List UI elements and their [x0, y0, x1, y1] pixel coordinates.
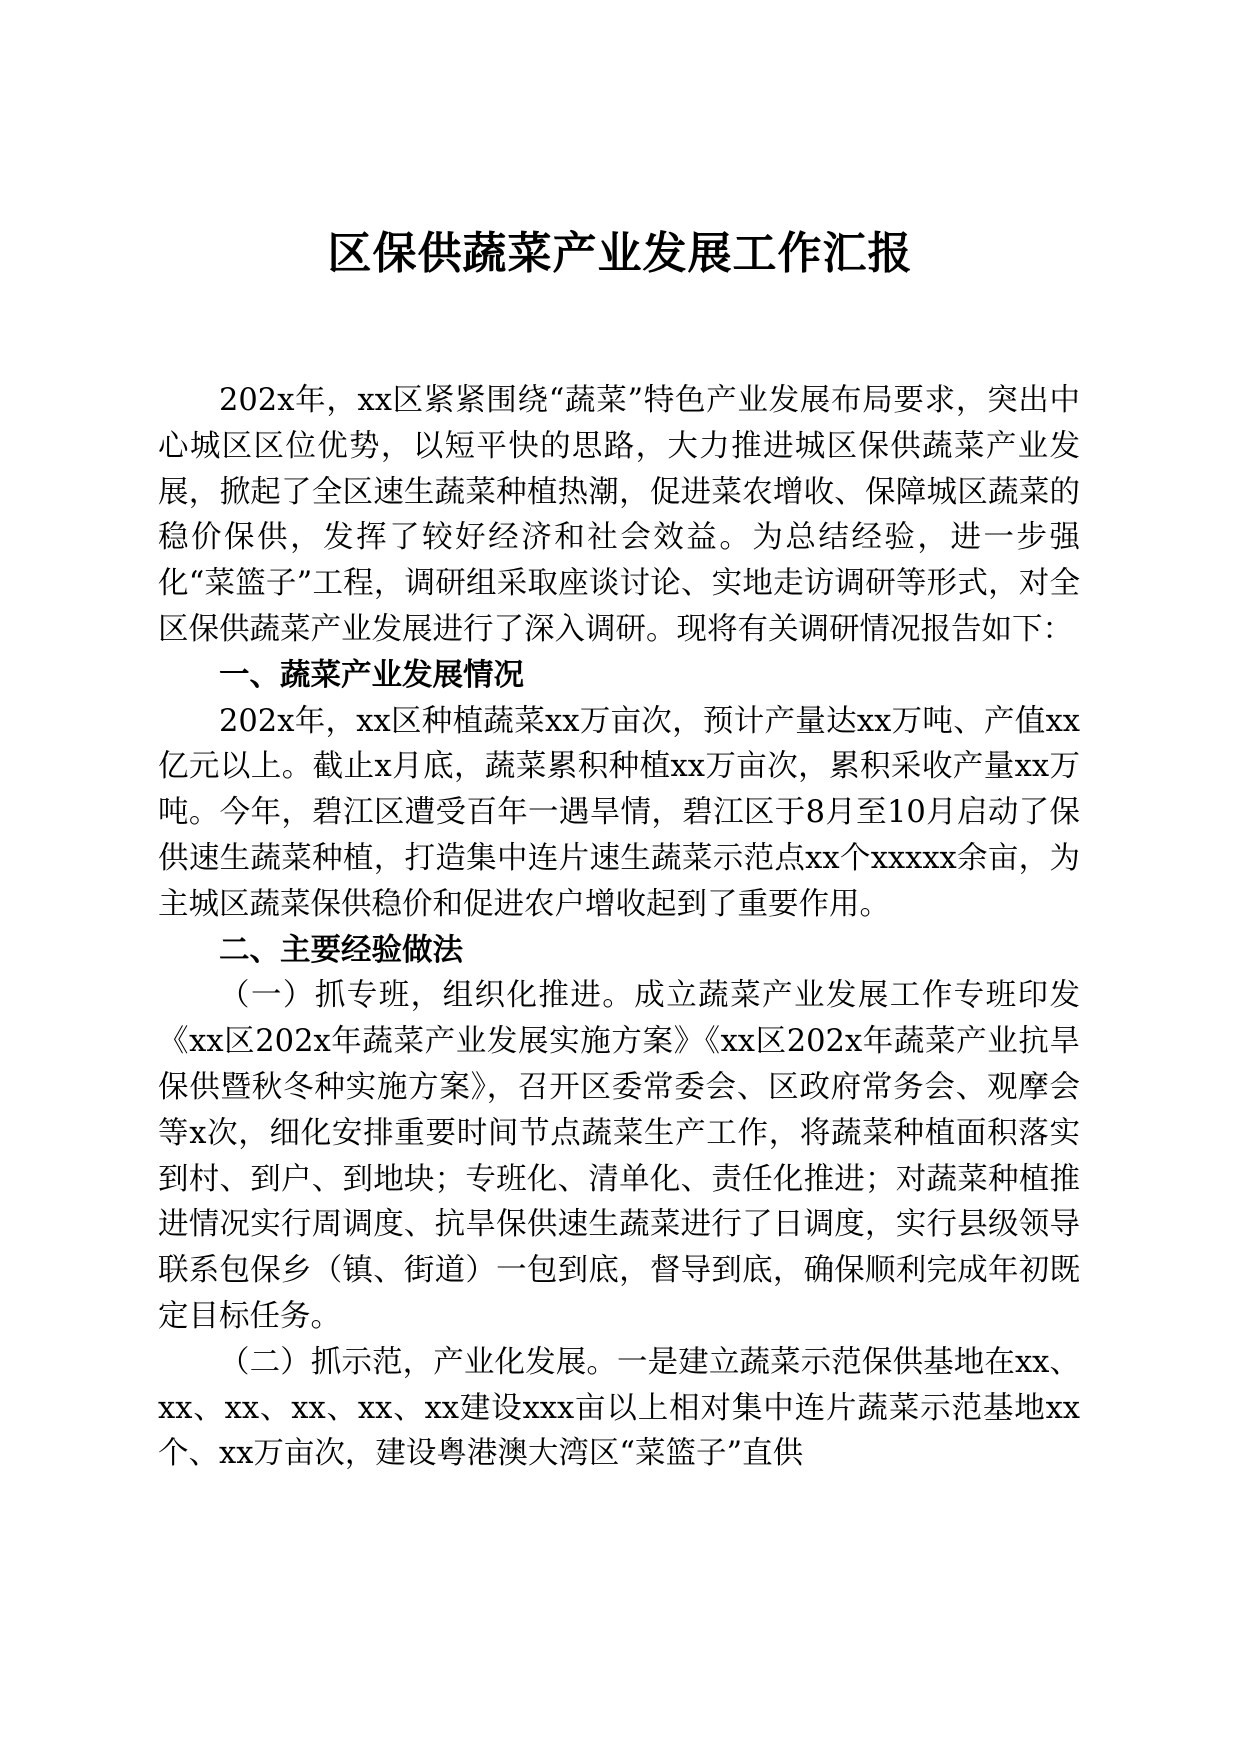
document-title: 区保供蔬菜产业发展工作汇报: [327, 228, 913, 279]
intro-paragraph: 202x年，xx区紧紧围绕“蔬菜”特色产业发展布局要求，突出中心城区区位优势，以短平快的思路，大力推进城区保供蔬菜产业发展，掀起了全区速生蔬菜种植热潮，促进菜农增收、保障城区蔬菜的稳价保供，发挥了较好经济和社会效益。为总结经验，进一步强化“菜篮子”工程，调研组采取座谈讨论、实地走访调研等形式，对全区保供蔬菜产业发展进行了深入调研。现将有关调研情况报告如下：: [158, 383, 1080, 647]
document-body: [158, 378, 1080, 1477]
subsection-1-paragraph: （一）抓专班，组织化推进。成立蔬菜产业发展工作专班印发《xx区202x年蔬菜产业发展实施方案》《xx区202x年蔬菜产业抗旱保供暨秋冬种实施方案》，召开区委常委会、区政府常务会、观摩会等x次，细化安排重要时间节点蔬菜生产工作，将蔬菜种植面积落实到村、到户、到地块；专班化、清单化、责任化推进；对蔬菜种植推进情况实行周调度、抗旱保供速生蔬菜进行了日调度，实行县级领导联系包保乡（镇、街道）一包到底，督导到底，确保顺利完成年初既定目标任务。: [158, 978, 1080, 1334]
section-heading-1: 一、蔬菜产业发展情况: [219, 657, 524, 693]
section-1-paragraph: 202x年，xx区种植蔬菜xx万亩次，预计产量达xx万吨、产值xx亿元以上。截止x月底，蔬菜累积种植xx万亩次，累积采收产量xx万吨。今年，碧江区遭受百年一遇旱情，碧江区于8月至10月启动了保供速生蔬菜种植，打造集中连片速生蔬菜示范点xx个xxxxx余亩，为主城区蔬菜保供稳价和促进农户增收起到了重要作用。: [158, 703, 1080, 922]
section-heading-2: 二、主要经验做法: [219, 932, 463, 968]
subsection-2-paragraph: （二）抓示范，产业化发展。一是建立蔬菜示范保供基地在xx、xx、xx、xx、xx、xx建设xxx亩以上相对集中连片蔬菜示范基地xx个、xx万亩次，建设粤港澳大湾区“菜篮子”直供: [158, 1344, 1080, 1472]
